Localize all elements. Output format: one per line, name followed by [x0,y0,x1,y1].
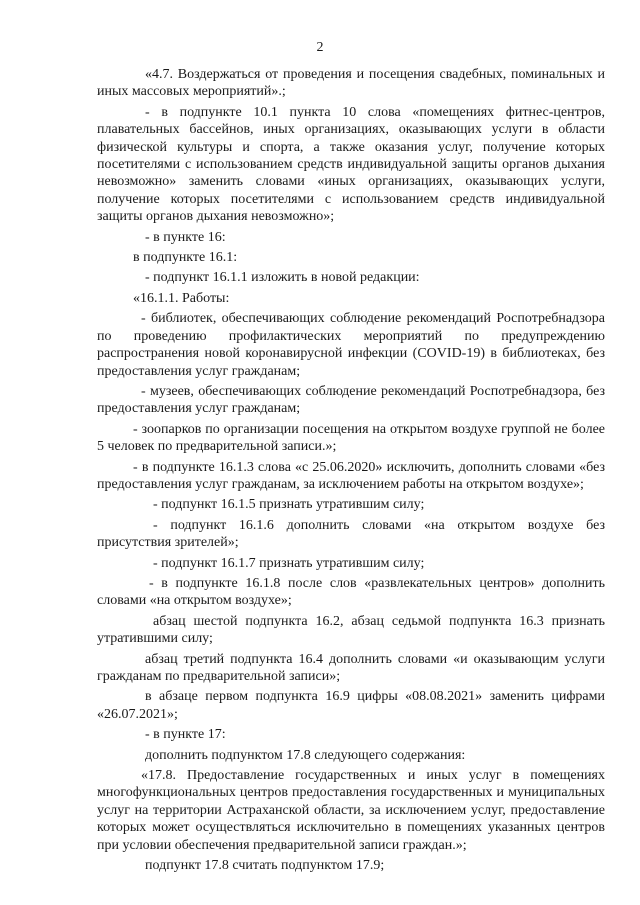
paragraph-15: абзац шестой подпункта 16.2, абзац седьмой подпункта 16.3 признать утратившими силу; [97,613,605,647]
paragraph-17: в абзаце первом подпункта 16.9 цифры «08.08.2021» заменить цифрами «26.07.2021»; [97,689,605,722]
paragraph-3: - в пункте 16: [145,229,226,245]
paragraph-10: - в подпункте 16.1.3 слова «с 25.06.2020» исключить, дополнить словами «без предоставления услуг гражданам, за исключением работы на открытом воздухе»; [97,459,605,492]
paragraph-4: в подпункте 16.1: [133,250,238,266]
paragraph-12: - подпункт 16.1.6 дополнить словами «на открытом воздухе без присутствия зрителей»; [97,517,605,551]
document-body [97,66,605,877]
paragraph-20: «17.8. Предоставление государственных и иных услуг в помещениях многофункциональных центров предоставления государственных и муниципальных услуг на территории Астраханской области, за исключением услуг, предоставление которых может осуществляться исключительно в помещениях указанных центров при условии обеспечения предварительной записи граждан.»; [97,768,605,853]
paragraph-7: - библиотек, обеспечивающих соблюдение рекомендаций Роспотребнадзора по проведению профилактических мероприятий по предупреждению распространения новой коронавирусной инфекции (COVID-19) в библиотеках, без предоставления услуг гражданам; [97,311,605,379]
page-number: 2 [316,40,324,55]
paragraph-8: - музеев, обеспечивающих соблюдение рекомендаций Роспотребнадзора, без предоставления услуг гражданам; [97,383,605,417]
paragraph-2: - в подпункте 10.1 пункта 10 слова «помещениях фитнес-центров, плавательных бассейнов, иных организациях, оказывающих услуги в области физической культуры и спорта, а также оказания услуг, получение которых посетителями с использованием средств индивидуальной защиты органов дыхания невозможно» заменить словами «иных организациях, оказывающих услуги, получение которых посетителями с использованием средств индивидуальной защиты органов дыхания невозможно»; [97,104,605,225]
paragraph-5: - подпункт 16.1.1 изложить в новой редакции: [145,270,420,286]
paragraph-19: дополнить подпунктом 17.8 следующего содержания: [145,747,466,763]
paragraph-1: «4.7. Воздержаться от проведения и посещения свадебных, поминальных и иных массовых мероприятий».; [97,67,605,100]
paragraph-14: - в подпункте 16.1.8 после слов «развлекательных центров» дополнить словами «на открытом воздухе»; [97,575,605,609]
paragraph-18: - в пункте 17: [145,727,226,743]
paragraph-21: подпункт 17.8 считать подпунктом 17.9; [145,858,385,874]
paragraph-13: - подпункт 16.1.7 признать утратившим силу; [153,555,425,571]
paragraph-16: абзац третий подпункта 16.4 дополнить словами «и оказывающим услуги гражданам по предварительной записи»; [97,651,605,684]
paragraph-11: - подпункт 16.1.5 признать утратившим силу; [153,497,425,513]
paragraph-9: - зоопарков по организации посещения на открытом воздухе группой не более 5 человек по предварительной записи.»; [97,421,605,455]
paragraph-6: «16.1.1. Работы: [133,290,230,306]
